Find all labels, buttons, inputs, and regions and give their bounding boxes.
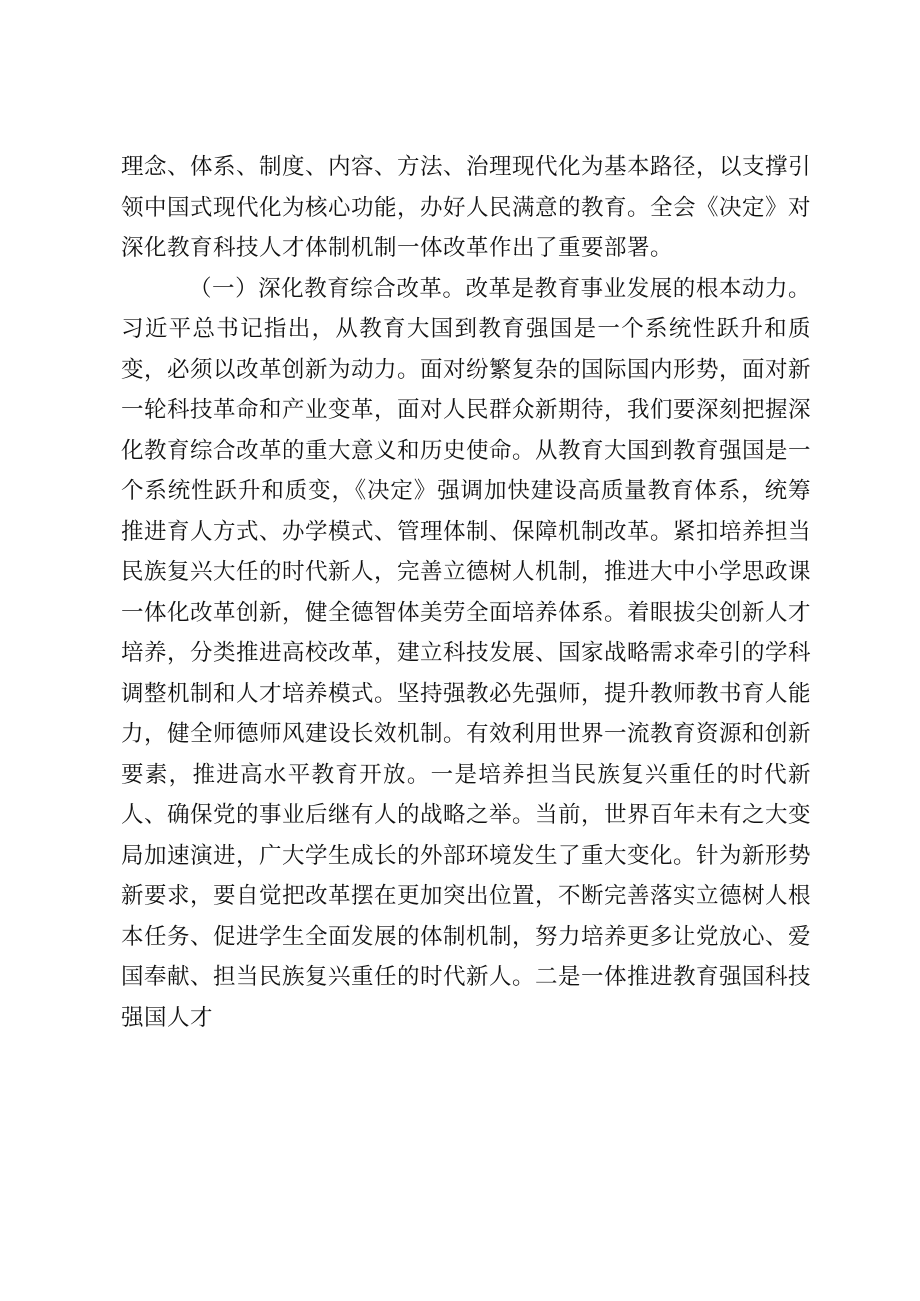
- paragraph-education-reform: （一）深化教育综合改革。改革是教育事业发展的根本动力。习近平总书记指出，从教育大国到教育强国是一个系统性跃升和质变，必须以改革创新为动力。面对纷繁复杂的国际国内形势，面对新一轮科技革命和产业变革，面对人民群众新期待，我们要深刻把握深化教育综合改革的重大意义和历史使命。从教育大国到教育强国是一个系统性跃升和质变，《决定》强调加快建设高质量教育体系，统筹推进育人方式、办学模式、管理体制、保障机制改革。紧扣培养担当民族复兴大任的时代新人，完善立德树人机制，推进大中小学思政课一体化改革创新，健全德智体美劳全面培养体系。着眼拔尖创新人才培养，分类推进高校改革，建立科技发展、国家战略需求牵引的学科调整机制和人才培养模式。坚持强教必先强师，提升教师教书育人能力，健全师德师风建设长效机制。有效利用世界一流教育资源和创新要素，推进高水平教育开放。一是培养担当民族复兴重任的时代新人、确保党的事业后继有人的战略之举。当前，世界百年未有之大变局加速演进，广大学生成长的外部环境发生了重大变化。针为新形势新要求，要自觉把改革摆在更加突出位置，不断完善落实立德树人根本任务、促进学生全面发展的体制机制，努力培养更多让党放心、爱国奉献、担当民族复兴重任的时代新人。二是一体推进教育强国科技强国人才: [121, 275, 812, 1031]
- document-body: [121, 147, 811, 1038]
- paragraph-continuation: 理念、体系、制度、内容、方法、治理现代化为基本路径，以支撑引领中国式现代化为核心功能，办好人民满意的教育。全会《决定》对深化教育科技人才体制机制一体改革作出了重要部署。: [121, 154, 812, 261]
